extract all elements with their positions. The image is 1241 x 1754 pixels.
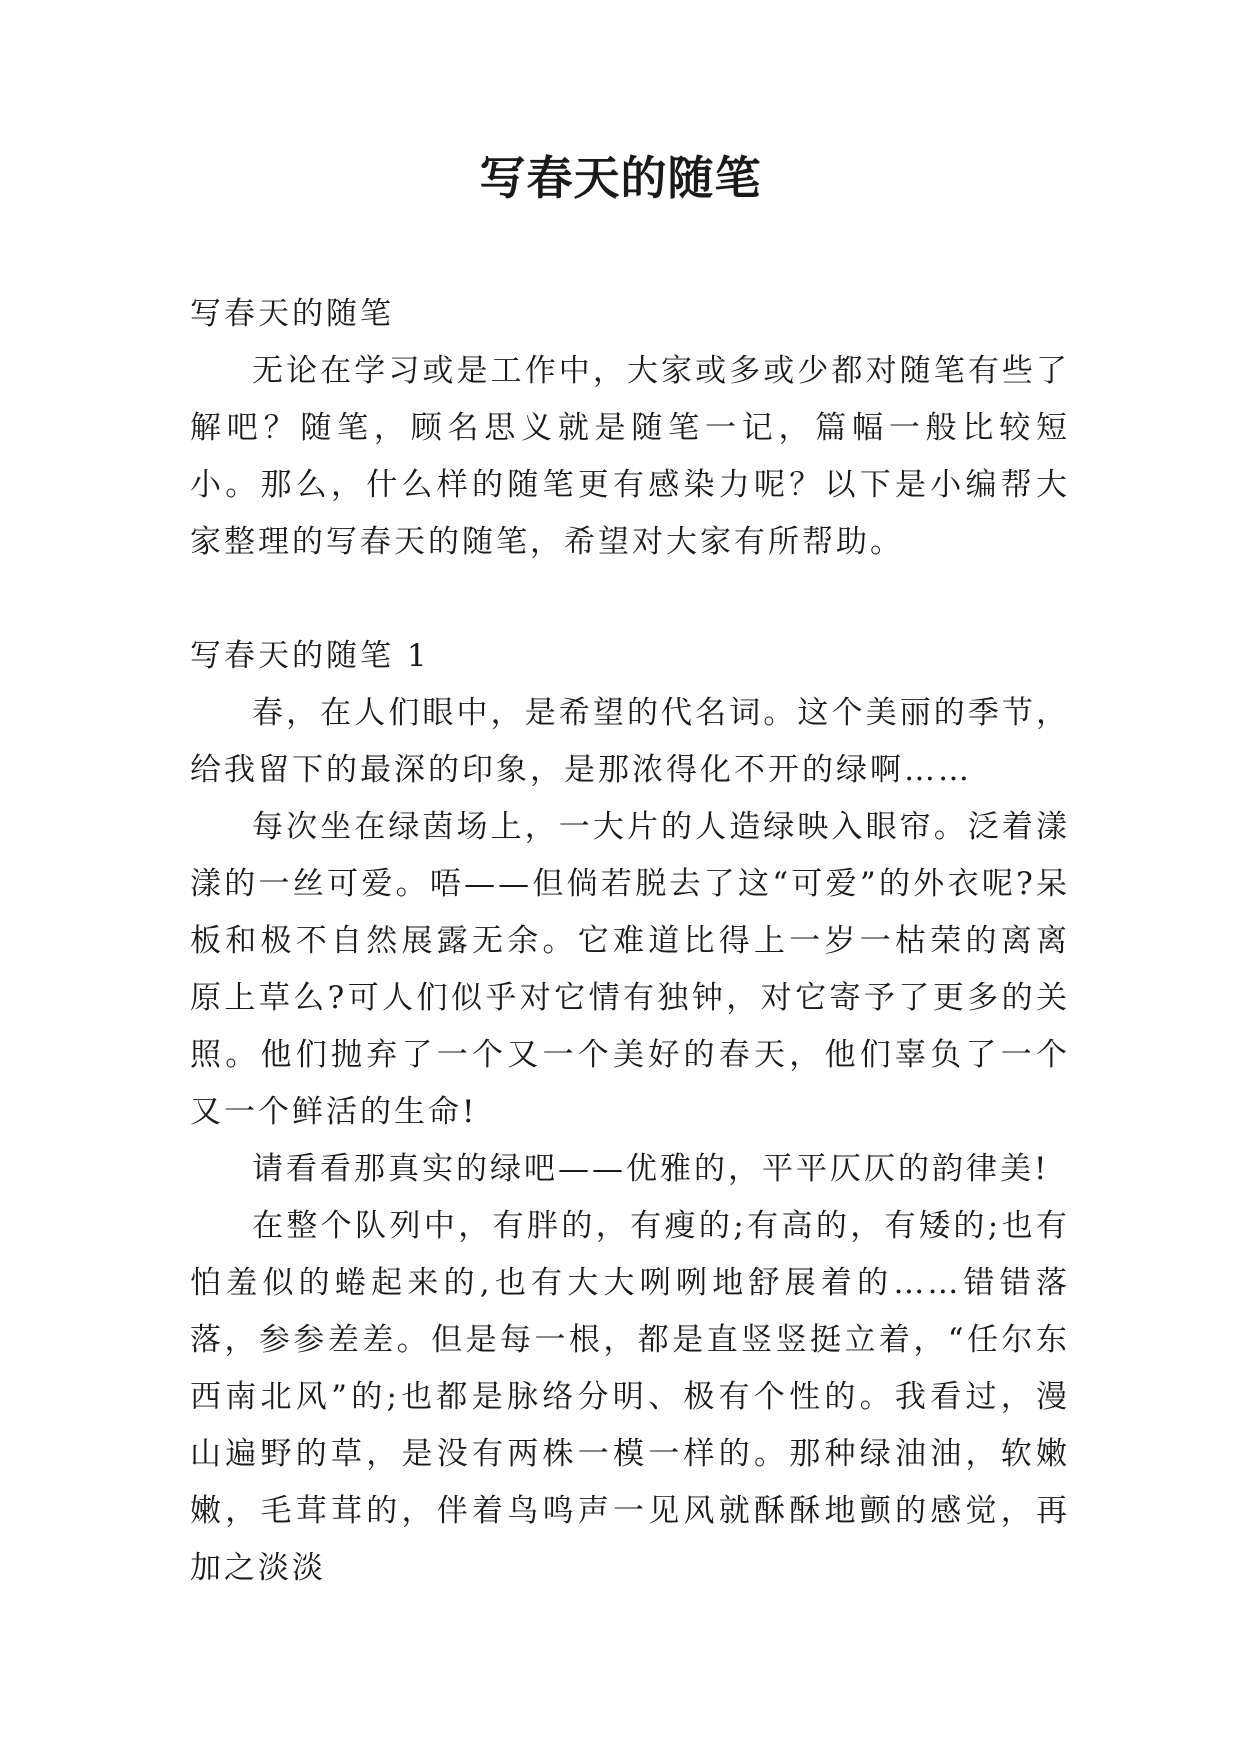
document-body (190, 286, 1070, 1597)
section-heading: 写春天的随笔 1 (190, 638, 430, 674)
body-paragraph: 在整个队列中，有胖的，有瘦的;有高的，有矮的;也有怕羞似的蜷起来的,也有大大咧咧地舒展着的……错错落落，参参差差。但是每一根，都是直竖竖挺立着，“任尔东西南北风”的;也都是脉络分明、极有个性的。我看过，漫山遍野的草，是没有两株一模一样的。那种绿油油，软嫩嫩，毛茸茸的，伴着鸟鸣声一见风就酥酥地颤的感觉，再加之淡淡 (190, 1208, 1070, 1586)
document-title: 写春天的随笔 (479, 151, 762, 205)
body-paragraph: 请看看那真实的绿吧——优雅的，平平仄仄的韵律美! (252, 1151, 1050, 1187)
body-paragraph: 春，在人们眼中，是希望的代名词。这个美丽的季节，给我留下的最深的印象，是那浓得化不开的绿啊…… (190, 695, 1070, 788)
section-spacer (190, 571, 1070, 628)
intro-heading: 写春天的随笔 (190, 296, 394, 332)
intro-paragraph: 无论在学习或是工作中，大家或多或少都对随笔有些了解吧？随笔，顾名思义就是随笔一记，篇幅一般比较短小。那么，什么样的随笔更有感染力呢？以下是小编帮大家整理的写春天的随笔，希望对大家有所帮助。 (190, 353, 1070, 560)
body-paragraph: 每次坐在绿茵场上，一大片的人造绿映入眼帘。泛着漾漾的一丝可爱。唔——但倘若脱去了这“可爱”的外衣呢?呆板和极不自然展露无余。它难道比得上一岁一枯荣的离离原上草么?可人们似乎对它情有独钟，对它寄予了更多的关照。他们抛弃了一个又一个美好的春天，他们辜负了一个又一个鲜活的生命! (190, 809, 1070, 1130)
